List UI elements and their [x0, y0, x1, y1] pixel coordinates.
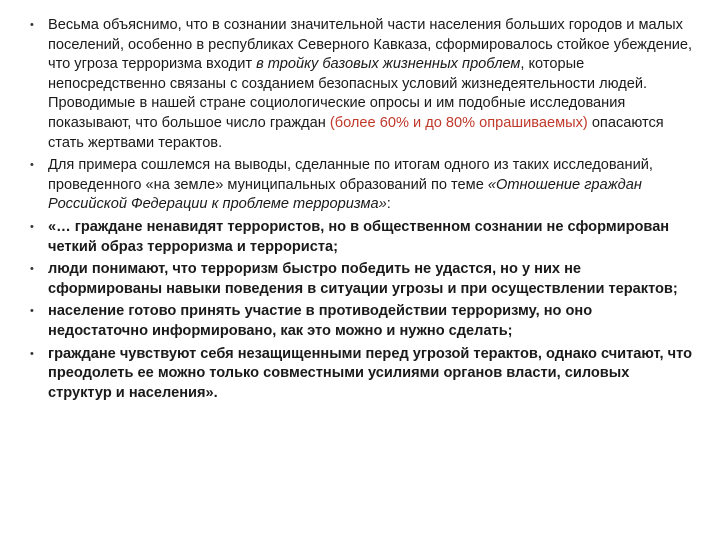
list-item — [30, 218, 694, 257]
bullet-icon: • — [30, 19, 34, 31]
bullet-icon: • — [30, 220, 34, 233]
list-item — [30, 302, 694, 341]
list-item — [30, 156, 694, 215]
text-segment-italic: в тройку базовых жизненных проблем — [256, 56, 521, 73]
paragraph-text: «… граждане ненавидят террористов, но в общественном сознании не сформирован четкий образ терроризма и террориста; — [48, 218, 670, 255]
paragraph-text: люди понимают, что терроризм быстро победить не удастся, но у них не сформированы навыки поведения в ситуации угрозы и при осуществлении терактов; — [48, 261, 678, 297]
paragraph-text: граждане чувствуют себя незащищенными перед угрозой терактов, однако считают, что преодолеть ее можно только совместными усилиями органов власти, силовых структур и населения». — [48, 345, 693, 401]
text-segment: : — [386, 196, 391, 213]
text-segment: , которые непосредственно связаны с созданием безопасных условий жизнедеятельности людей. Проводимые в нашей стране социологические опросы и им подобные исследования показывают, что большое число граждан — [48, 56, 648, 131]
text-segment: Для примера сошлемся на выводы, сделанные по итогам одного из таких исследований, проведенного «на земле» муниципальных образований по теме — [48, 157, 653, 193]
list-item — [30, 345, 694, 404]
list-item — [30, 260, 694, 299]
bullet-icon: • — [30, 347, 34, 360]
paragraph-text: население готово принять участие в противодействии терроризму, но оно недостаточно информировано, как это можно и нужно сделать; — [48, 303, 593, 339]
text-segment-italic: «Отношение граждан Российской Федерации к проблеме терроризма» — [48, 176, 642, 213]
list-item — [30, 16, 694, 153]
highlight-percent: (более 60% и до 80% опрашиваемых) — [329, 114, 588, 131]
bullet-list — [30, 16, 694, 403]
bullet-icon: • — [30, 263, 34, 276]
text-segment: опасаются стать жертвами терактов. — [48, 114, 664, 151]
paragraph-text — [48, 16, 694, 153]
bullet-icon: • — [30, 305, 34, 318]
paragraph-text — [48, 156, 694, 215]
text-segment: Весьма объяснимо, что в сознании значительной части населения больших городов и малых поселений, особенно в республиках Северного Кавказа, сформировалось стойкое убеждение, что угроза терроризма входит — [48, 17, 693, 73]
bullet-icon: • — [30, 159, 34, 172]
